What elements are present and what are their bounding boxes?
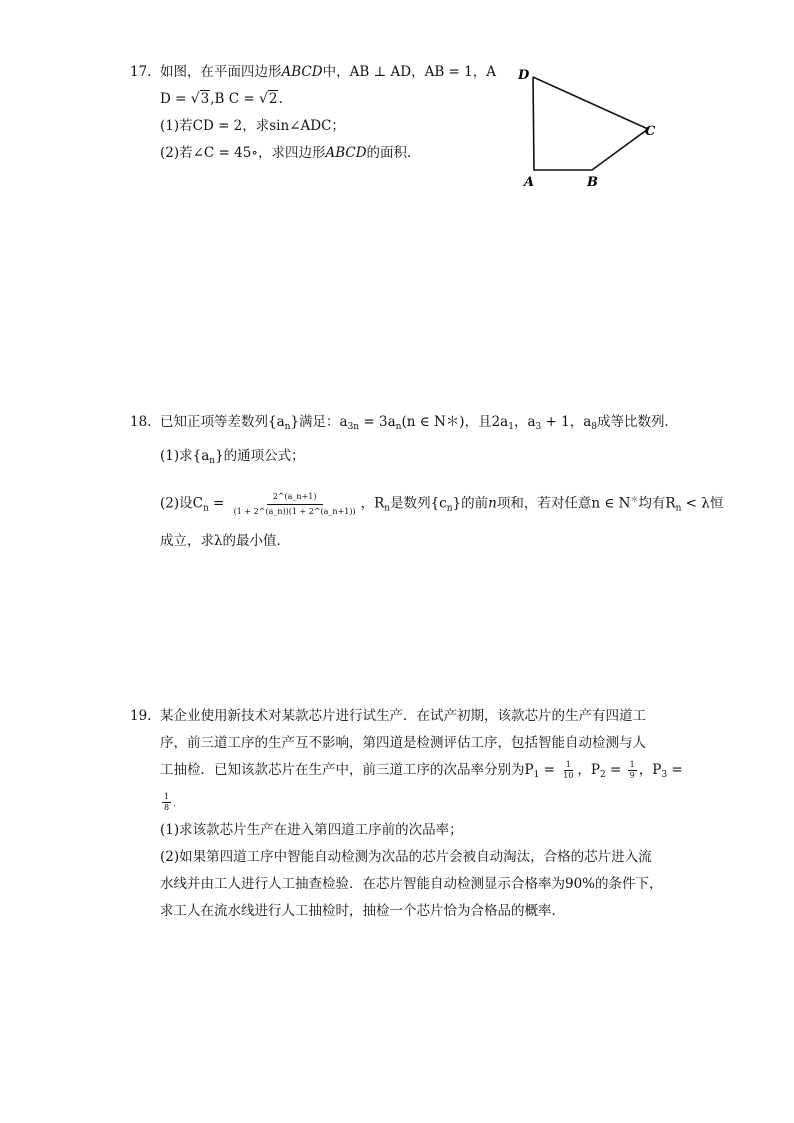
- problem-19-part-2-line-1: (2)如果第四道工序中智能自动检测为次品的芯片会被自动淘汰，合格的芯片进入流: [160, 849, 652, 865]
- problem-19-line-4: $\frac{1}{8}$ .: [164, 792, 176, 812]
- problem-18: [130, 409, 723, 555]
- formula-fraction: $\frac{2\^{}(a\_n+1)}{(1 + 2\^{}(a\_n))(1 + 2\^{}(a\_n+1))}$: [233, 491, 356, 516]
- vertex-label-c: C: [645, 124, 656, 139]
- problem-19-part-1: (1)求该款芯片生产在进入第四道工序前的次品率；: [160, 822, 463, 838]
- problem-18-part-1: (1)求$\{a_n\}$的通项公式；: [160, 448, 305, 466]
- problem-19-part-2-line-3: 求工人在流水线进行人工抽检时，抽检一个芯片恰为合格品的概率．: [160, 903, 565, 919]
- vertex-label-d: D: [518, 68, 530, 83]
- problem-19-line-3: 工抽检．已知该款芯片在生产中，前三道工序的次品率分别为$P_1$ = $\frac{1}{10}$ ，$P_2$ = $\frac{1}{9}$ ，$P_3$ =: [160, 760, 683, 780]
- sqrt-3: √3: [190, 91, 210, 107]
- problem-19: [130, 703, 683, 925]
- problem-18-part-2: (2)设$C_n$ = $\frac{2\^{}(a\_n+1)}{(1 + 2\^{}(a\_n))(1 + 2\^{}(a\_n+1))}$ ，$R_n$是数列$\{c_n\}$的前n项和，若对任意n ∈ N＊均有$R_n < \lambda$恒: [160, 483, 723, 526]
- problem-17: [130, 59, 496, 167]
- problem-17-line-1: 如图，在平面四边形ABCD中，AB ⊥ AD，AB = 1，A: [160, 64, 497, 80]
- problem-19-line-1: 某企业使用新技术对某款芯片进行试生产．在试产初期，该款芯片的生产有四道工: [160, 708, 646, 724]
- vertex-label-b: B: [587, 175, 598, 190]
- problem-18-part-2-cont: 成立，求λ的最小值．: [160, 532, 291, 549]
- problem-17-line-2: D = √3,B C = √2.: [160, 86, 496, 113]
- problem-17-part-1: (1)若CD = 2，求sin∠ADC；: [160, 118, 345, 134]
- vertex-label-a: A: [524, 175, 535, 190]
- problem-19-part-2-line-2: 水线并由工人进行人工抽查检验．在芯片智能自动检测显示合格率为90%的条件下，: [160, 876, 663, 892]
- problem-number: 19.: [130, 708, 152, 724]
- quadrilateral-figure: [512, 62, 662, 192]
- fraction-p2: $\frac{1}{9}$: [629, 760, 635, 780]
- problem-19-line-2: 序，前三道工序的生产互不影响，第四道是检测评估工序，包括智能自动检测与人: [160, 735, 646, 751]
- problem-number: 18.: [130, 414, 152, 430]
- fraction-p1: $\frac{1}{10}$: [563, 760, 574, 780]
- problem-17-part-2: (2)若∠C = 45∘，求四边形ABCD的面积．: [160, 145, 421, 161]
- sqrt-2: √2: [258, 91, 278, 107]
- fraction-p3: $\frac{1}{8}$: [164, 792, 170, 812]
- problem-18-line-1: 已知正项等差数列$\{a_n\}$满足：$a_{3n} = 3a_n(n$ ∈ N＊)，且$2a_1$，$a_3 + 1$，$a_8$成等比数列．: [160, 414, 679, 432]
- problem-number: 17.: [130, 64, 152, 80]
- quadrilateral-outline: [533, 77, 648, 170]
